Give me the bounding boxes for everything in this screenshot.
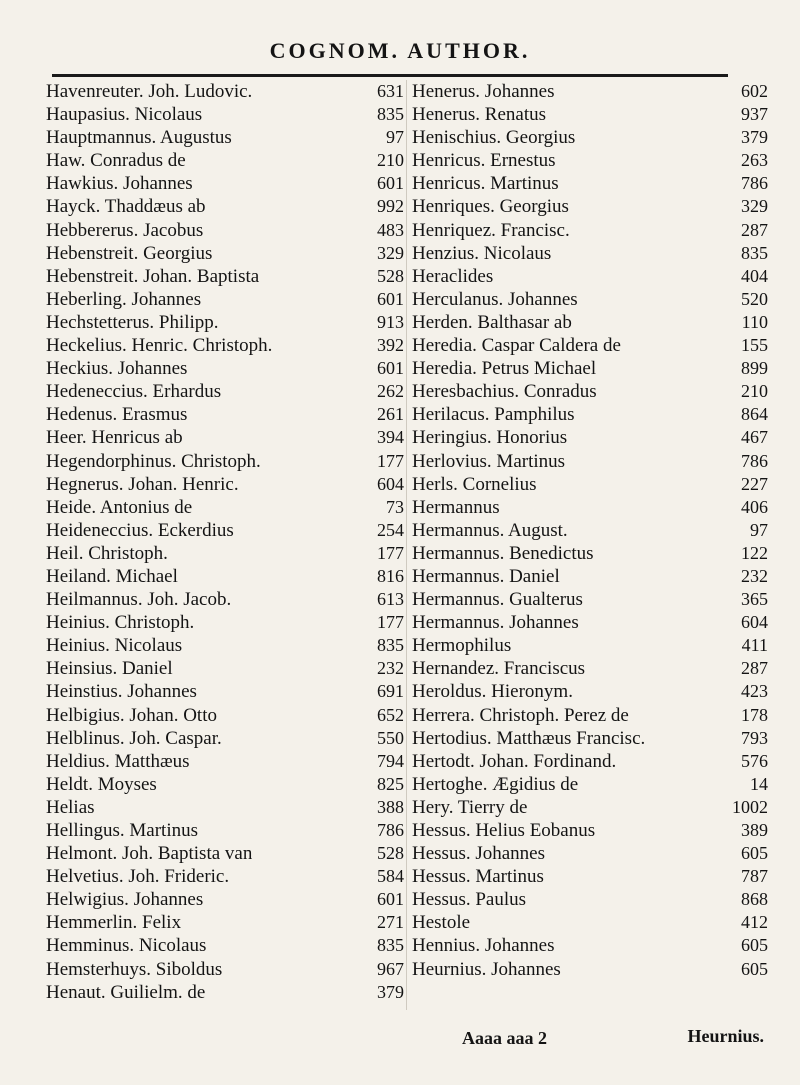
index-entry — [412, 219, 768, 242]
index-entry — [412, 888, 768, 911]
index-entry — [412, 796, 768, 819]
author-name: Heresbachius. Conradus — [412, 381, 597, 403]
author-name: Hermannus. Daniel — [412, 565, 560, 587]
index-entry — [46, 242, 404, 265]
index-entry — [46, 588, 404, 611]
index-entry — [46, 265, 404, 288]
page-number: 864 — [741, 404, 768, 425]
index-entry — [412, 380, 768, 403]
index-entry — [46, 357, 404, 380]
index-entry — [46, 981, 404, 1004]
page-number: 691 — [377, 681, 404, 702]
page-number: 467 — [741, 427, 768, 448]
author-name: Hemmerlin. Felix — [46, 912, 182, 934]
page-number: 14 — [750, 773, 768, 794]
page-number: 602 — [741, 81, 768, 101]
index-entry — [412, 865, 768, 888]
author-name: Heckius. Johannes — [46, 358, 188, 380]
page-number: 793 — [741, 727, 768, 748]
author-name: Heideneccius. Eckerdius — [46, 519, 234, 541]
author-name: Henricus. Ernestus — [412, 150, 556, 172]
author-name: Hermannus. Gualterus — [412, 589, 583, 611]
author-name: Heinius. Christoph. — [46, 612, 195, 634]
index-entry — [46, 680, 404, 703]
page-number: 392 — [377, 335, 404, 356]
index-entry — [412, 288, 768, 311]
index-entry — [46, 380, 404, 403]
index-entry — [412, 934, 768, 957]
index-entry — [46, 403, 404, 426]
index-entry — [46, 426, 404, 449]
author-name: Heckelius. Henric. Christoph. — [46, 335, 273, 357]
index-entry — [46, 334, 404, 357]
page-number: 261 — [377, 404, 404, 425]
page-number: 210 — [377, 150, 404, 171]
author-name: Heringius. Honorius — [412, 427, 568, 449]
author-name: Helias — [46, 796, 95, 818]
page-number: 992 — [377, 196, 404, 217]
index-entry — [46, 288, 404, 311]
author-name: Henriques. Georgius — [412, 196, 569, 218]
page-number: 177 — [377, 612, 404, 633]
author-name: Herculanus. Johannes — [412, 288, 578, 310]
index-entry — [412, 450, 768, 473]
page-number: 787 — [741, 866, 768, 887]
author-name: Hedenus. Erasmus — [46, 404, 188, 426]
author-name: Havenreuter. Joh. Ludovic. — [46, 81, 253, 102]
page-number: 631 — [377, 81, 404, 101]
author-name: Herls. Cornelius — [412, 473, 537, 495]
header-rule — [52, 74, 728, 77]
page-number: 388 — [377, 796, 404, 817]
page-number: 406 — [741, 496, 768, 517]
index-entry — [46, 172, 404, 195]
author-name: Helblinus. Joh. Caspar. — [46, 727, 222, 749]
index-entry — [412, 311, 768, 334]
catchword: Heurnius. — [687, 1026, 764, 1046]
author-name: Heide. Antonius de — [46, 496, 193, 518]
author-name: Hennius. Johannes — [412, 935, 555, 957]
index-entry — [46, 450, 404, 473]
page-number: 423 — [741, 681, 768, 702]
author-name: Heilmannus. Joh. Jacob. — [46, 589, 232, 611]
author-name: Haupasius. Nicolaus — [46, 104, 203, 126]
page-number: 329 — [741, 196, 768, 217]
author-name: Hernandez. Franciscus — [412, 658, 586, 680]
index-entry — [412, 958, 768, 981]
page-number: 232 — [741, 565, 768, 586]
index-entry — [46, 565, 404, 588]
index-entry — [46, 911, 404, 934]
index-entry — [46, 750, 404, 773]
author-name: Hauptmannus. Augustus — [46, 127, 232, 149]
index-entry — [412, 611, 768, 634]
page-number: 1002 — [732, 796, 768, 817]
index-entry — [412, 519, 768, 542]
page-number: 254 — [377, 519, 404, 540]
index-entry — [412, 149, 768, 172]
author-name: Hermannus. August. — [412, 519, 568, 541]
page-number: 287 — [741, 658, 768, 679]
page-number: 271 — [377, 912, 404, 933]
author-name: Henzius. Nicolaus — [412, 242, 552, 264]
author-name: Heinsius. Daniel — [46, 658, 173, 680]
author-name: Henriquez. Francisc. — [412, 219, 570, 241]
index-entry — [46, 496, 404, 519]
page-number: 287 — [741, 219, 768, 240]
index-entry — [412, 565, 768, 588]
author-name: Herlovius. Martinus — [412, 450, 566, 472]
index-entry — [412, 680, 768, 703]
page-number: 155 — [741, 335, 768, 356]
author-name: Hestole — [412, 912, 471, 934]
index-entry — [412, 334, 768, 357]
author-name: Heredia. Caspar Caldera de — [412, 335, 621, 357]
page-number: 389 — [741, 820, 768, 840]
author-name: Hermannus. Benedictus — [412, 542, 594, 564]
author-name: Hawkius. Johannes — [46, 173, 193, 195]
index-entry — [412, 542, 768, 565]
author-name: Hermannus. Johannes — [412, 612, 579, 634]
page-number: 576 — [741, 750, 768, 771]
page-title: COGNOM. AUTHOR. — [269, 38, 531, 63]
page-number: 584 — [377, 866, 404, 887]
index-entry — [46, 80, 404, 103]
index-entry — [412, 588, 768, 611]
page-number: 786 — [741, 450, 768, 471]
page-number: 411 — [741, 635, 768, 656]
page-number: 379 — [741, 127, 768, 148]
author-name: Hessus. Helius Eobanus — [412, 820, 596, 841]
right-index-column — [412, 80, 768, 981]
author-name: Heinstius. Johannes — [46, 681, 197, 703]
page-number: 394 — [377, 427, 404, 448]
index-entry — [412, 265, 768, 288]
page-number: 520 — [741, 288, 768, 309]
author-name: Heldt. Moyses — [46, 773, 157, 795]
page-number: 110 — [741, 311, 768, 332]
page-number: 601 — [377, 889, 404, 910]
page-number: 365 — [741, 589, 768, 610]
author-name: Hebenstreit. Johan. Baptista — [46, 265, 260, 287]
page-number: 605 — [741, 935, 768, 956]
page-number: 528 — [377, 843, 404, 864]
index-entry — [412, 103, 768, 126]
page-number: 177 — [377, 542, 404, 563]
index-entry — [412, 403, 768, 426]
page-number: 227 — [741, 473, 768, 494]
page-number: 604 — [741, 612, 768, 633]
author-name: Heil. Christoph. — [46, 542, 168, 564]
author-name: Herden. Balthasar ab — [412, 311, 572, 333]
author-name: Helmont. Joh. Baptista van — [46, 843, 253, 865]
page-number: 652 — [377, 704, 404, 725]
author-name: Helwigius. Johannes — [46, 889, 204, 911]
index-entry — [412, 126, 768, 149]
page-number: 550 — [377, 727, 404, 748]
index-entry — [46, 819, 404, 842]
author-name: Heroldus. Hieronym. — [412, 681, 573, 703]
page-number: 868 — [741, 889, 768, 910]
page-number: 601 — [377, 358, 404, 379]
index-entry — [46, 796, 404, 819]
index-entry — [412, 195, 768, 218]
page-number: 825 — [377, 773, 404, 794]
index-entry — [46, 842, 404, 865]
author-name: Hayck. Thaddæus ab — [46, 196, 206, 218]
index-entry — [46, 865, 404, 888]
index-entry — [412, 727, 768, 750]
page-number: 178 — [741, 704, 768, 725]
author-name: Henricus. Martinus — [412, 173, 559, 195]
page-number: 122 — [741, 542, 768, 563]
page-number: 97 — [386, 127, 404, 148]
author-name: Herrera. Christoph. Perez de — [412, 704, 629, 726]
index-entry — [46, 311, 404, 334]
page-number: 816 — [377, 565, 404, 586]
author-name: Heberling. Johannes — [46, 288, 202, 310]
page-number: 263 — [741, 150, 768, 171]
page-number: 329 — [377, 242, 404, 263]
author-name: Heer. Henricus ab — [46, 427, 183, 449]
index-entry — [46, 519, 404, 542]
page-number: 210 — [741, 381, 768, 402]
author-name: Heraclides — [412, 265, 494, 287]
page-number: 835 — [377, 935, 404, 956]
index-entry — [412, 473, 768, 496]
index-entry — [412, 911, 768, 934]
author-name: Hedeneccius. Erhardus — [46, 381, 222, 403]
page-number: 605 — [741, 843, 768, 864]
author-name: Hemsterhuys. Siboldus — [46, 958, 223, 980]
author-name: Hertoghe. Ægidius de — [412, 773, 579, 795]
page-number: 601 — [377, 173, 404, 194]
page-number: 794 — [377, 750, 404, 771]
page-number: 601 — [377, 288, 404, 309]
index-entry — [46, 727, 404, 750]
index-entry — [46, 773, 404, 796]
page-number: 913 — [377, 311, 404, 332]
author-name: Heurnius. Johannes — [412, 958, 561, 980]
index-entry — [46, 149, 404, 172]
index-entry — [412, 172, 768, 195]
page-number: 786 — [741, 173, 768, 194]
index-entry — [46, 195, 404, 218]
author-name: Hegendorphinus. Christoph. — [46, 450, 261, 472]
author-name: Hellingus. Martinus — [46, 820, 198, 841]
author-name: Hebenstreit. Georgius — [46, 242, 213, 264]
author-name: Heiland. Michael — [46, 565, 178, 587]
index-entry — [412, 426, 768, 449]
author-name: Haw. Conradus de — [46, 150, 186, 172]
author-name: Herilacus. Pamphilus — [412, 404, 575, 426]
index-entry — [412, 819, 768, 842]
page-number: 379 — [377, 981, 404, 1002]
index-entry — [412, 657, 768, 680]
author-name: Henerus. Johannes — [412, 81, 555, 102]
page-number: 604 — [377, 473, 404, 494]
page-number: 937 — [741, 104, 768, 125]
index-entry — [412, 242, 768, 265]
page-number: 605 — [741, 958, 768, 979]
index-entry — [46, 473, 404, 496]
index-entry — [46, 934, 404, 957]
author-name: Helvetius. Joh. Frideric. — [46, 866, 230, 888]
author-name: Hertodius. Matthæus Francisc. — [412, 727, 646, 749]
index-entry — [46, 958, 404, 981]
index-entry — [412, 842, 768, 865]
index-entry — [46, 657, 404, 680]
author-name: Henaut. Guilielm. de — [46, 981, 206, 1003]
left-index-column — [46, 80, 404, 1004]
author-name: Henerus. Renatus — [412, 104, 547, 126]
page-number: 613 — [377, 589, 404, 610]
author-name: Heredia. Petrus Michael — [412, 358, 597, 380]
page-number: 786 — [377, 820, 404, 840]
index-entry — [46, 888, 404, 911]
index-entry — [412, 80, 768, 103]
index-entry — [46, 219, 404, 242]
page-number: 262 — [377, 381, 404, 402]
page-number: 528 — [377, 265, 404, 286]
author-name: Hessus. Johannes — [412, 843, 545, 865]
index-entry — [46, 611, 404, 634]
page-number: 899 — [741, 358, 768, 379]
author-name: Hertodt. Johan. Fordinand. — [412, 750, 617, 772]
author-name: Henischius. Georgius — [412, 127, 576, 149]
index-entry — [46, 103, 404, 126]
page-number: 412 — [741, 912, 768, 933]
author-name: Helbigius. Johan. Otto — [46, 704, 217, 726]
index-entry — [412, 704, 768, 727]
page-number: 483 — [377, 219, 404, 240]
author-name: Hebbererus. Jacobus — [46, 219, 204, 241]
author-name: Heldius. Matthæus — [46, 750, 190, 772]
author-name: Heinius. Nicolaus — [46, 635, 183, 657]
page-number: 404 — [741, 265, 768, 286]
author-name: Hechstetterus. Philipp. — [46, 311, 219, 333]
column-divider — [406, 80, 407, 1010]
page-number: 835 — [377, 104, 404, 125]
page-number: 177 — [377, 450, 404, 471]
page-number: 835 — [741, 242, 768, 263]
author-name: Hermannus — [412, 496, 500, 518]
signature-mark: Aaaa aaa 2 — [462, 1028, 547, 1048]
index-entry — [46, 634, 404, 657]
author-name: Hermophilus — [412, 635, 512, 657]
index-entry — [412, 750, 768, 773]
page-number: 835 — [377, 635, 404, 656]
index-entry — [46, 704, 404, 727]
index-entry — [46, 542, 404, 565]
index-entry — [46, 126, 404, 149]
index-entry — [412, 357, 768, 380]
index-entry — [412, 496, 768, 519]
author-name: Hessus. Paulus — [412, 889, 527, 911]
author-name: Hessus. Martinus — [412, 866, 544, 888]
author-name: Hegnerus. Johan. Henric. — [46, 473, 239, 495]
page-number: 967 — [377, 958, 404, 979]
index-entry — [412, 773, 768, 796]
index-entry — [412, 634, 768, 657]
page-number: 73 — [386, 496, 404, 517]
author-name: Hemminus. Nicolaus — [46, 935, 207, 957]
page-number: 232 — [377, 658, 404, 679]
author-name: Hery. Tierry de — [412, 796, 528, 818]
page-number: 97 — [750, 519, 768, 540]
